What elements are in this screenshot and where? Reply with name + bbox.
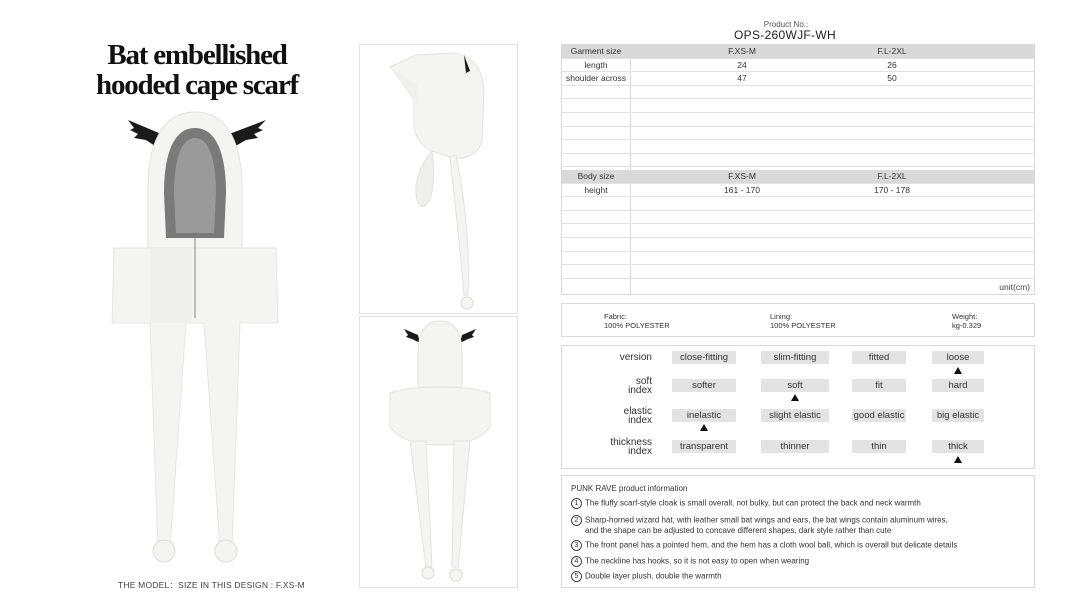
info-item-number: 1 xyxy=(571,498,582,509)
photo-panel-back xyxy=(359,316,518,588)
version-option: fitted xyxy=(852,351,906,364)
row-value: 50 xyxy=(887,73,897,84)
table-row-empty xyxy=(562,224,1034,238)
selected-marker xyxy=(791,394,799,401)
table-row-empty xyxy=(562,265,1034,279)
info-item-number: 2 xyxy=(571,515,582,526)
row-value: 47 xyxy=(737,73,747,84)
weight-value: kg-0.329 xyxy=(952,321,982,330)
table-row-empty xyxy=(562,99,1034,113)
product-info-box xyxy=(561,475,1035,588)
index-label-line2: index xyxy=(628,385,652,396)
garment-size-header-col2: F.L-2XL xyxy=(877,46,907,56)
index-label-line1: thickness xyxy=(610,437,652,448)
thickness-index-label xyxy=(562,438,652,456)
product-number: OPS-260WJF-WH xyxy=(734,28,836,42)
body-size-header xyxy=(562,170,1034,184)
info-item-text: Double layer plush, double the warmth xyxy=(585,571,722,581)
elastic-index-label xyxy=(562,407,652,425)
fabric-value: 100% POLYESTER xyxy=(604,321,670,330)
selected-marker xyxy=(954,456,962,463)
product-number-label: Product No.: xyxy=(763,20,809,29)
pom-pom-right xyxy=(215,540,237,562)
unit-label: unit(cm) xyxy=(999,282,1030,292)
table-row-empty xyxy=(562,140,1034,154)
index-label-line2: index xyxy=(628,415,652,426)
table-row-empty xyxy=(562,252,1034,266)
product-photo-front xyxy=(100,108,290,578)
info-item xyxy=(571,498,1026,509)
table-row-empty xyxy=(562,197,1034,211)
size-table xyxy=(561,44,1035,295)
row-value: 24 xyxy=(737,59,747,70)
version-label xyxy=(562,353,652,362)
soft-index-label xyxy=(562,377,652,395)
soft-option: softer xyxy=(672,379,736,392)
weight-info xyxy=(952,312,981,330)
thickness-option: thinner xyxy=(761,440,829,453)
thickness-option: thick xyxy=(932,440,984,453)
garment-size-header-col1: F.XS-M xyxy=(728,46,756,56)
body-size-header-label: Body size xyxy=(577,171,615,181)
version-option: slim-fitting xyxy=(761,351,829,364)
elastic-option: inelastic xyxy=(672,409,736,422)
model-size-note: THE MODEL：SIZE IN THIS DESIGN : F.XS-M xyxy=(118,580,305,590)
product-info-title: PUNK RAVE product information xyxy=(571,484,688,493)
table-row-empty xyxy=(562,113,1034,127)
garment-size-header-label: Garment size xyxy=(570,46,622,56)
product-title-line2: hooded cape scarf xyxy=(96,69,298,101)
garment-size-header xyxy=(562,45,1034,59)
table-row xyxy=(562,72,1034,86)
info-item-text: The fluffy scarf-style cloak is small overall, not bulky, but can protect the back and neck warmth xyxy=(585,498,921,508)
selected-marker xyxy=(954,367,962,374)
fabric-label: Fabric: xyxy=(604,312,627,321)
table-row xyxy=(562,59,1034,73)
soft-option: soft xyxy=(761,379,829,392)
info-item xyxy=(571,515,1026,535)
elastic-option: slight elastic xyxy=(761,409,829,422)
version-option: loose xyxy=(932,351,984,364)
table-row xyxy=(562,184,1034,198)
thickness-option: thin xyxy=(852,440,906,453)
fabric-info xyxy=(604,312,670,330)
table-row-empty xyxy=(562,127,1034,141)
info-item-text-line2: and the shape can be adjusted to concave different shapes, dark style rather than cute xyxy=(585,526,892,535)
elastic-option: good elastic xyxy=(853,410,905,421)
body-size-header-col1: F.XS-M xyxy=(728,171,756,181)
lining-value: 100% POLYESTER xyxy=(770,321,836,330)
info-item-number: 3 xyxy=(571,540,582,551)
lining-info xyxy=(770,312,836,330)
pom-pom-left xyxy=(153,540,175,562)
lining-label: Lining: xyxy=(770,312,793,321)
body-size-header-col2: F.L-2XL xyxy=(877,171,907,181)
soft-option: fit xyxy=(852,379,906,392)
soft-option: hard xyxy=(932,379,984,392)
row-value: 26 xyxy=(887,59,897,70)
product-title-line1: Bat embellished xyxy=(107,39,287,71)
info-item xyxy=(571,556,1026,567)
row-value: 170 - 178 xyxy=(874,184,910,195)
product-title xyxy=(92,40,302,100)
index-label-line1: version xyxy=(619,352,652,363)
row-label: length xyxy=(584,59,608,70)
table-row-empty xyxy=(562,86,1034,100)
elastic-option: big elastic xyxy=(932,409,984,422)
table-row-empty xyxy=(562,211,1034,225)
row-label: height xyxy=(584,184,608,195)
row-label: shoulder across xyxy=(565,73,626,84)
weight-label: Weight: xyxy=(952,312,978,321)
info-item-text: Sharp-horned wizard hat, with leather small bat wings and ears, the bat wings contain aluminum wires, xyxy=(585,515,948,525)
version-option: close-fitting xyxy=(672,351,736,364)
index-label-line1: elastic xyxy=(623,406,652,417)
photo-panel-side xyxy=(359,44,518,314)
table-row-empty xyxy=(562,238,1034,252)
table-row-empty xyxy=(562,154,1034,168)
info-item-text: The neckline has hooks, so it is not easy to open when wearing xyxy=(585,556,810,566)
selected-marker xyxy=(700,424,708,431)
index-label-line2: index xyxy=(628,446,652,457)
index-label-line1: soft xyxy=(635,376,652,387)
info-item-number: 5 xyxy=(571,571,582,582)
info-item xyxy=(571,571,1026,582)
materials-box xyxy=(561,303,1035,337)
thickness-option: transparent xyxy=(672,440,736,453)
fit-index-box xyxy=(561,345,1035,469)
info-item-text: The front panel has a pointed hem, and the hem has a cloth wool ball, which is overall but delicate details xyxy=(585,540,958,550)
info-item-number: 4 xyxy=(571,556,582,567)
row-value: 161 - 170 xyxy=(724,184,760,195)
product-photo-side xyxy=(360,45,517,313)
product-photo-back xyxy=(360,317,517,587)
info-item xyxy=(571,540,1026,551)
